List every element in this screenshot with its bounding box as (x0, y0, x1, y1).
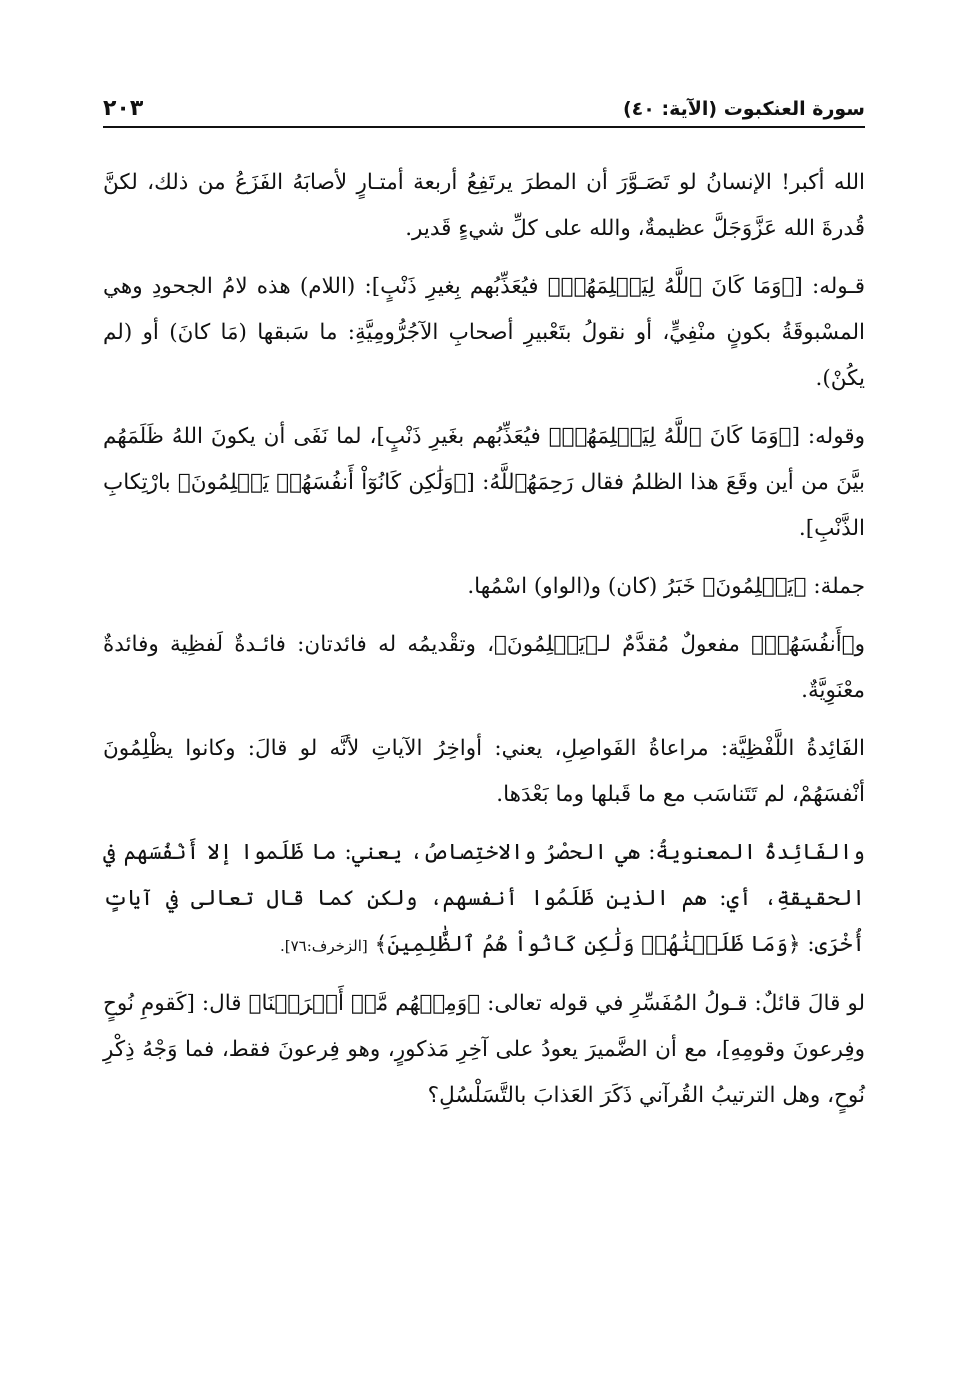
paragraph-7-text: والفَائِدةُ المعنويةُ: هي الحصْرُ والاختِصاصُ، يعني: ما ظَلَموا إلا أَنْفُسَهم في الحقيقةِ، أي: هم الذين ظَلَمُوا أنفسهم، ولكن كما قال تعالى في آياتٍ أُخْرَى: ﴿وَمَا ظَلَمۡنَٰهُمۡ وَلَٰكِن كَانُواْ هُمُ ٱلظَّٰلِمِينَ﴾ (103, 840, 865, 957)
running-title: سورة العنكبوت (الآية: ٤٠) (622, 98, 865, 120)
paragraph-3: وقوله: [﴿وَمَا كَانَ ٱللَّهُ لِيَظۡلِمَهُمۡ﴾ فيُعَذِّبُهم بغَيرِ ذَنْبٍ]، لما نَفَى أن يكونَ اللهُ ظَلَمَهُم بيَّنَ من أين وقَعَ هذا الظلمُ فقال رَحِمَهُٱللَّهُ: [﴿وَلَٰكِن كَانُوٓاْ أَنفُسَهُمۡ يَظۡلِمُونَ﴾ بارْتِكابِ الذَّنْبِ]. (103, 424, 865, 541)
paragraph-6: الفَائِدةُ اللَّفْظِيَّة: مراعاةُ الفَواصِلِ، يعني: أواخِرُ الآياتِ لأنَّه لو قالَ: وكانوا يظْلِمُونَ أنْفسَهُمْ، لم تَتَناسَب مع ما قَبلها وما بَعْدَها. (103, 736, 865, 807)
paragraph-2: قـوله: [﴿وَمَا كَانَ ٱللَّهُ لِيَظۡلِمَهُمۡ﴾ فيُعَذِّبُهم بِغيرِ ذَنْبٍ]: (اللام) هذه لامُ الجحودِ وهي المسْبوقَةُ بكونٍ منْفِيٍّ، أو نقولُ بتَعْبيرِ أصحابِ الآجُرُّومِيَّةِ: ما سَبقها (مَا كانَ) أو (لم يكُنْ). (103, 274, 865, 391)
paragraph-1: الله أكبر! الإنسانُ لو تَصَـوَّرَ أن المطرَ يرتَفِعُ أربعة أمتـارٍ لأصابَهُ الفَزَعُ من ذلك، لكنَّ قُدرةَ الله عَزَّوَجَلَّ عظيمةٌ، والله على كلِّ شيءٍ قَدير. (103, 170, 865, 241)
paragraph-4: جملة: ﴿يَظۡلِمُونَ﴾ خَبَرُ (كان) و(الواو) اسْمُها. (467, 574, 865, 599)
header-rule (103, 126, 865, 128)
paragraph-5: و﴿أَنفُسَهُمۡ﴾ مفعولٌ مُقدَّمٌ لـ﴿يَظۡلِمُونَ﴾، وتقْديمُه له فائدتان: فائـدةٌ لَفظِية وفائدةٌ معْنَوِيَّةٌ. (103, 632, 865, 703)
paragraph-7 (103, 830, 865, 969)
verse-citation: [الزخرف:٧٦]. (279, 937, 368, 955)
page-body (103, 160, 865, 1131)
paragraph-8: لو قالَ قائلٌ: قـولُ المُفَسِّرِ في قوله تعالى: ﴿وَمِنۡهُم مَّنۡ أَغۡرَقۡنَا﴾ قال: [كَقومِ نُوحٍ وفِرعونَ وقومِهِ]، مع أن الضَّميرَ يعودُ على آخِرِ مَذكورٍ، وهو فِرعونَ فقط، فما وَجْهُ ذِكْرِ نُوحٍ، وهل الترتيبُ القُرآني ذَكَرَ العَذابَ بالتَّسَلْسُلِ؟ (103, 991, 865, 1108)
page-number: ٢٠٣ (103, 96, 144, 121)
